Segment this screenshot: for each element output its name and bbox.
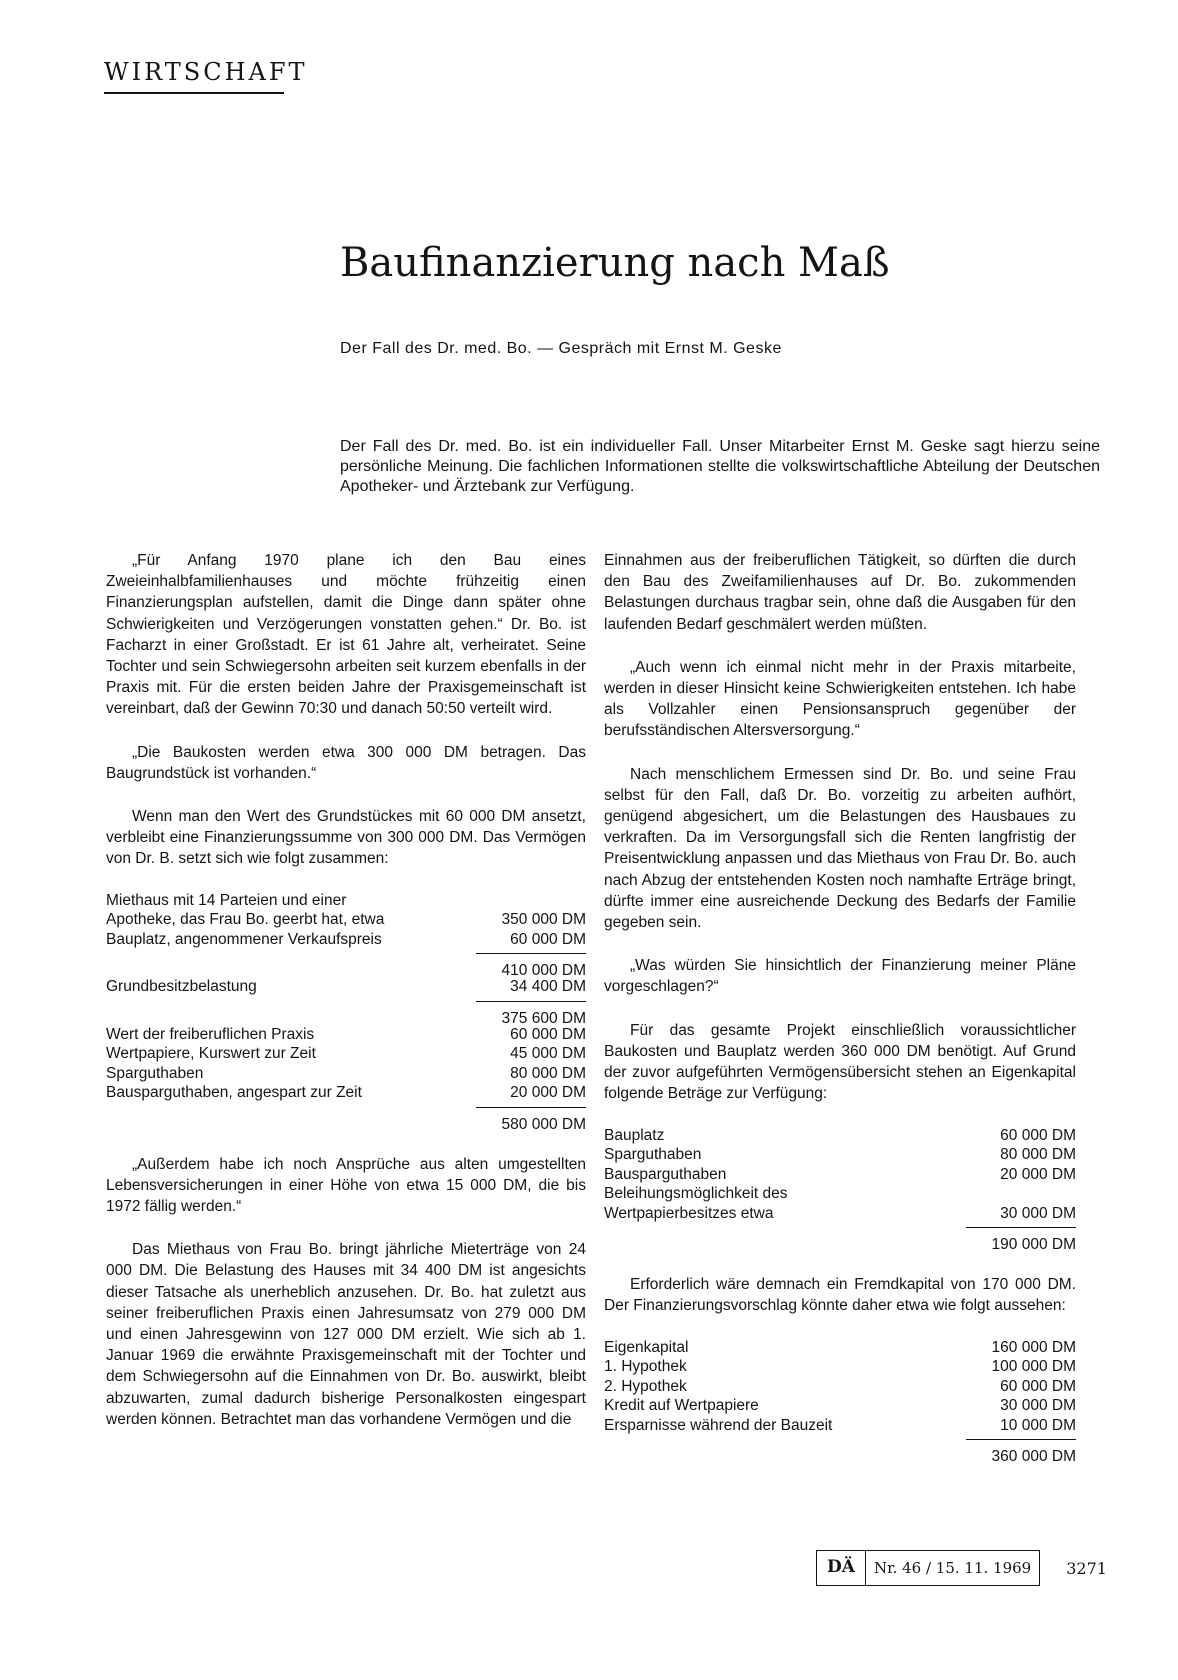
row-label: Ersparnisse während der Bauzeit	[604, 1416, 833, 1434]
article-subtitle: Der Fall des Dr. med. Bo. — Gespräch mit Ernst M. Geske	[340, 340, 782, 357]
paragraph: „Die Baukosten werden etwa 300 000 DM betragen. Das Baugrundstück ist vorhanden.“	[106, 743, 586, 782]
row-value: 10 000 DM	[1000, 1416, 1076, 1434]
table-row	[106, 1045, 586, 1065]
table-row	[604, 1397, 1076, 1417]
row-label: Wert der freiberuflichen Praxis	[106, 1025, 315, 1043]
financing-table	[604, 1338, 1076, 1464]
section-label: WIRTSCHAFT	[104, 58, 308, 86]
row-label: Sparguthaben	[106, 1064, 204, 1082]
paragraph: „Was würden Sie hinsichtlich der Finanzierung meiner Pläne vorgeschlagen?“	[604, 957, 1076, 996]
row-label: Bausparguthaben	[604, 1165, 727, 1183]
table-row	[106, 978, 586, 998]
row-value: 60 000 DM	[510, 930, 586, 948]
total-value: 190 000 DM	[966, 1227, 1076, 1252]
paragraph: Erforderlich wäre demnach ein Fremdkapital von 170 000 DM. Der Finanzierungsvorschlag könnte daher etwa wie folgt aussehen:	[604, 1275, 1076, 1315]
row-value: 100 000 DM	[991, 1358, 1076, 1376]
table-row	[106, 911, 586, 931]
table-row	[604, 1338, 1076, 1358]
table-row	[604, 1185, 1076, 1205]
issue-number: Nr. 46 / 15. 11. 1969	[873, 1559, 1032, 1577]
row-value: 45 000 DM	[510, 1045, 586, 1063]
row-label: Bauplatz, angenommener Verkaufspreis	[106, 930, 382, 948]
paragraph: Einnahmen aus der freiberuflichen Tätigkeit, so dürften die durch den Bau des Zweifamilienhauses auf Dr. Bo. zukommenden Belastungen durchaus tragbar sein, ohne daß die Ausgaben für den laufenden Bedarf geschmälert werden müßten.	[604, 552, 1076, 633]
total-value: 360 000 DM	[966, 1439, 1076, 1464]
row-label: Beleihungsmöglichkeit des	[604, 1185, 788, 1203]
row-value: 160 000 DM	[991, 1338, 1076, 1356]
row-label: Bausparguthaben, angespart zur Zeit	[106, 1084, 362, 1102]
article-intro: Der Fall des Dr. med. Bo. ist ein individueller Fall. Unser Mitarbeiter Ernst M. Geske sagt hierzu seine persönliche Meinung. Die fachlichen Informationen stellte die volkswirtschaftliche Abteilung der Deutschen Apotheker- und Ärztebank zur Verfügung.	[340, 438, 1100, 495]
table-row	[604, 1165, 1076, 1185]
journal-badge	[816, 1550, 1040, 1586]
row-value: 80 000 DM	[510, 1064, 586, 1082]
paragraph: Wenn man den Wert des Grundstückes mit 60 000 DM ansetzt, verbleibt eine Finanzierungssumme von 300 000 DM. Das Vermögen von Dr. B. setzt sich wie folgt zusammen:	[106, 808, 586, 868]
left-column	[106, 550, 586, 1452]
section-rule	[104, 92, 284, 94]
paragraph: „Auch wenn ich einmal nicht mehr in der Praxis mitarbeite, werden in dieser Hinsicht keine Schwierigkeiten entstehen. Ich habe als Vollzahler einen Pensionsanspruch gegenüber der berufsständischen Altersversorgung.“	[604, 658, 1076, 740]
row-label: Miethaus mit 14 Parteien und einer	[106, 891, 347, 909]
subtotal-row	[106, 950, 586, 978]
table-row	[604, 1126, 1076, 1146]
table-row	[604, 1377, 1076, 1397]
row-label: Wertpapierbesitzes etwa	[604, 1204, 774, 1222]
row-value: 350 000 DM	[501, 911, 586, 929]
table-row	[106, 892, 586, 912]
journal-logo: DÄ	[817, 1551, 866, 1585]
subtotal-value: 410 000 DM	[476, 953, 586, 978]
row-label: Grundbesitzbelastung	[106, 978, 257, 996]
row-value: 60 000 DM	[1000, 1126, 1076, 1144]
row-label: Kredit auf Wertpapiere	[604, 1397, 759, 1415]
row-value: 20 000 DM	[510, 1084, 586, 1102]
subtotal-row	[106, 998, 586, 1026]
table-row	[106, 931, 586, 951]
row-value: 60 000 DM	[1000, 1377, 1076, 1395]
row-label: Bauplatz	[604, 1126, 665, 1144]
row-value: 60 000 DM	[510, 1025, 586, 1043]
row-label: Apotheke, das Frau Bo. geerbt hat, etwa	[106, 911, 385, 929]
table-row	[106, 1026, 586, 1046]
paragraph: Für das gesamte Projekt einschließlich voraussichtlicher Baukosten und Bauplatz werden 360 000 DM benötigt. Auf Grund der zuvor aufgeführten Vermögensübersicht stehen an Eigenkapital folgende Beträge zur Verfügung:	[604, 1021, 1076, 1103]
table-row	[106, 1065, 586, 1085]
table-row	[604, 1358, 1076, 1378]
page-number: 3271	[1066, 1558, 1107, 1578]
row-label: Wertpapiere, Kurswert zur Zeit	[106, 1045, 316, 1063]
total-row	[604, 1436, 1076, 1464]
table-row	[604, 1204, 1076, 1224]
equity-table	[604, 1126, 1076, 1252]
asset-table	[106, 892, 586, 1132]
paragraph: „Für Anfang 1970 plane ich den Bau eines Zweieinhalbfamilienhauses und möchte frühzeitig einen Finanzierungsplan aufstellen, damit die Dinge dann später ohne Schwierigkeiten und Verzögerungen vonstatten gehen.“ Dr. Bo. ist Facharzt in einer Großstadt. Er ist 61 Jahre alt, verheiratet. Seine Tochter und sein Schwiegersohn arbeiten seit kurzem ebenfalls in der Praxis mit. Für die ersten beiden Jahre der Praxisgemeinschaft ist vereinbart, daß der Gewinn 70:30 und danach 50:50 verteilt wird.	[106, 552, 586, 718]
row-value: 34 400 DM	[510, 978, 586, 996]
paragraph: „Außerdem habe ich noch Ansprüche aus alten umgestellten Lebensversicherungen in einer Höhe von etwa 15 000 DM, die bis 1972 fällig werden.“	[106, 1155, 586, 1216]
article-title: Baufinanzierung nach Maß	[340, 240, 890, 286]
row-label: Sparguthaben	[604, 1146, 702, 1164]
subtotal-value: 375 600 DM	[476, 1001, 586, 1026]
total-row	[106, 1104, 586, 1132]
row-value: 80 000 DM	[1000, 1146, 1076, 1164]
right-column	[604, 550, 1076, 1486]
table-row	[604, 1146, 1076, 1166]
paragraph: Nach menschlichem Ermessen sind Dr. Bo. und seine Frau selbst für den Fall, daß Dr. Bo. vorzeitig zu arbeiten aufhört, genügend abgesichert, um die Belastungen des Hausbaues zu verkraften. Da im Versorgungsfall sich die Renten langfristig der Preisentwicklung anpassen und das Miethaus von Frau Dr. Bo. auch nach Abzug der entstehenden Kosten noch namhafte Erträge bringt, dürfte immer eine ausreichende Deckung des Bedarfs der Familie gegeben sein.	[604, 765, 1076, 932]
row-label: Eigenkapital	[604, 1338, 689, 1356]
row-label: 2. Hypothek	[604, 1377, 687, 1395]
row-value: 20 000 DM	[1000, 1165, 1076, 1183]
paragraph: Das Miethaus von Frau Bo. bringt jährliche Mieterträge von 24 000 DM. Die Belastung des Hauses mit 34 400 DM ist angesichts dieser Tatsache als unerheblich anzusehen. Dr. Bo. hat zuletzt aus seiner freiberuflichen Praxis einen Jahresumsatz von 279 000 DM und einen Jahresgewinn von 127 000 DM erzielt. Wie sich ab 1. Januar 1969 die erwähnte Praxisgemeinschaft mit der Tochter und dem Schwiegersohn auf die Einnahmen von Dr. Bo. auswirkt, bleibt abzuwarten, zumal dadurch bisherige Personalkosten eingespart werden können. Betrachtet man das vorhandene Vermögen und die	[106, 1241, 586, 1428]
row-value: 30 000 DM	[1000, 1204, 1076, 1222]
table-row	[604, 1416, 1076, 1436]
row-value: 30 000 DM	[1000, 1397, 1076, 1415]
total-row	[604, 1224, 1076, 1252]
total-value: 580 000 DM	[476, 1107, 586, 1132]
row-label: 1. Hypothek	[604, 1358, 687, 1376]
page-footer	[816, 1550, 1107, 1586]
table-row	[106, 1084, 586, 1104]
